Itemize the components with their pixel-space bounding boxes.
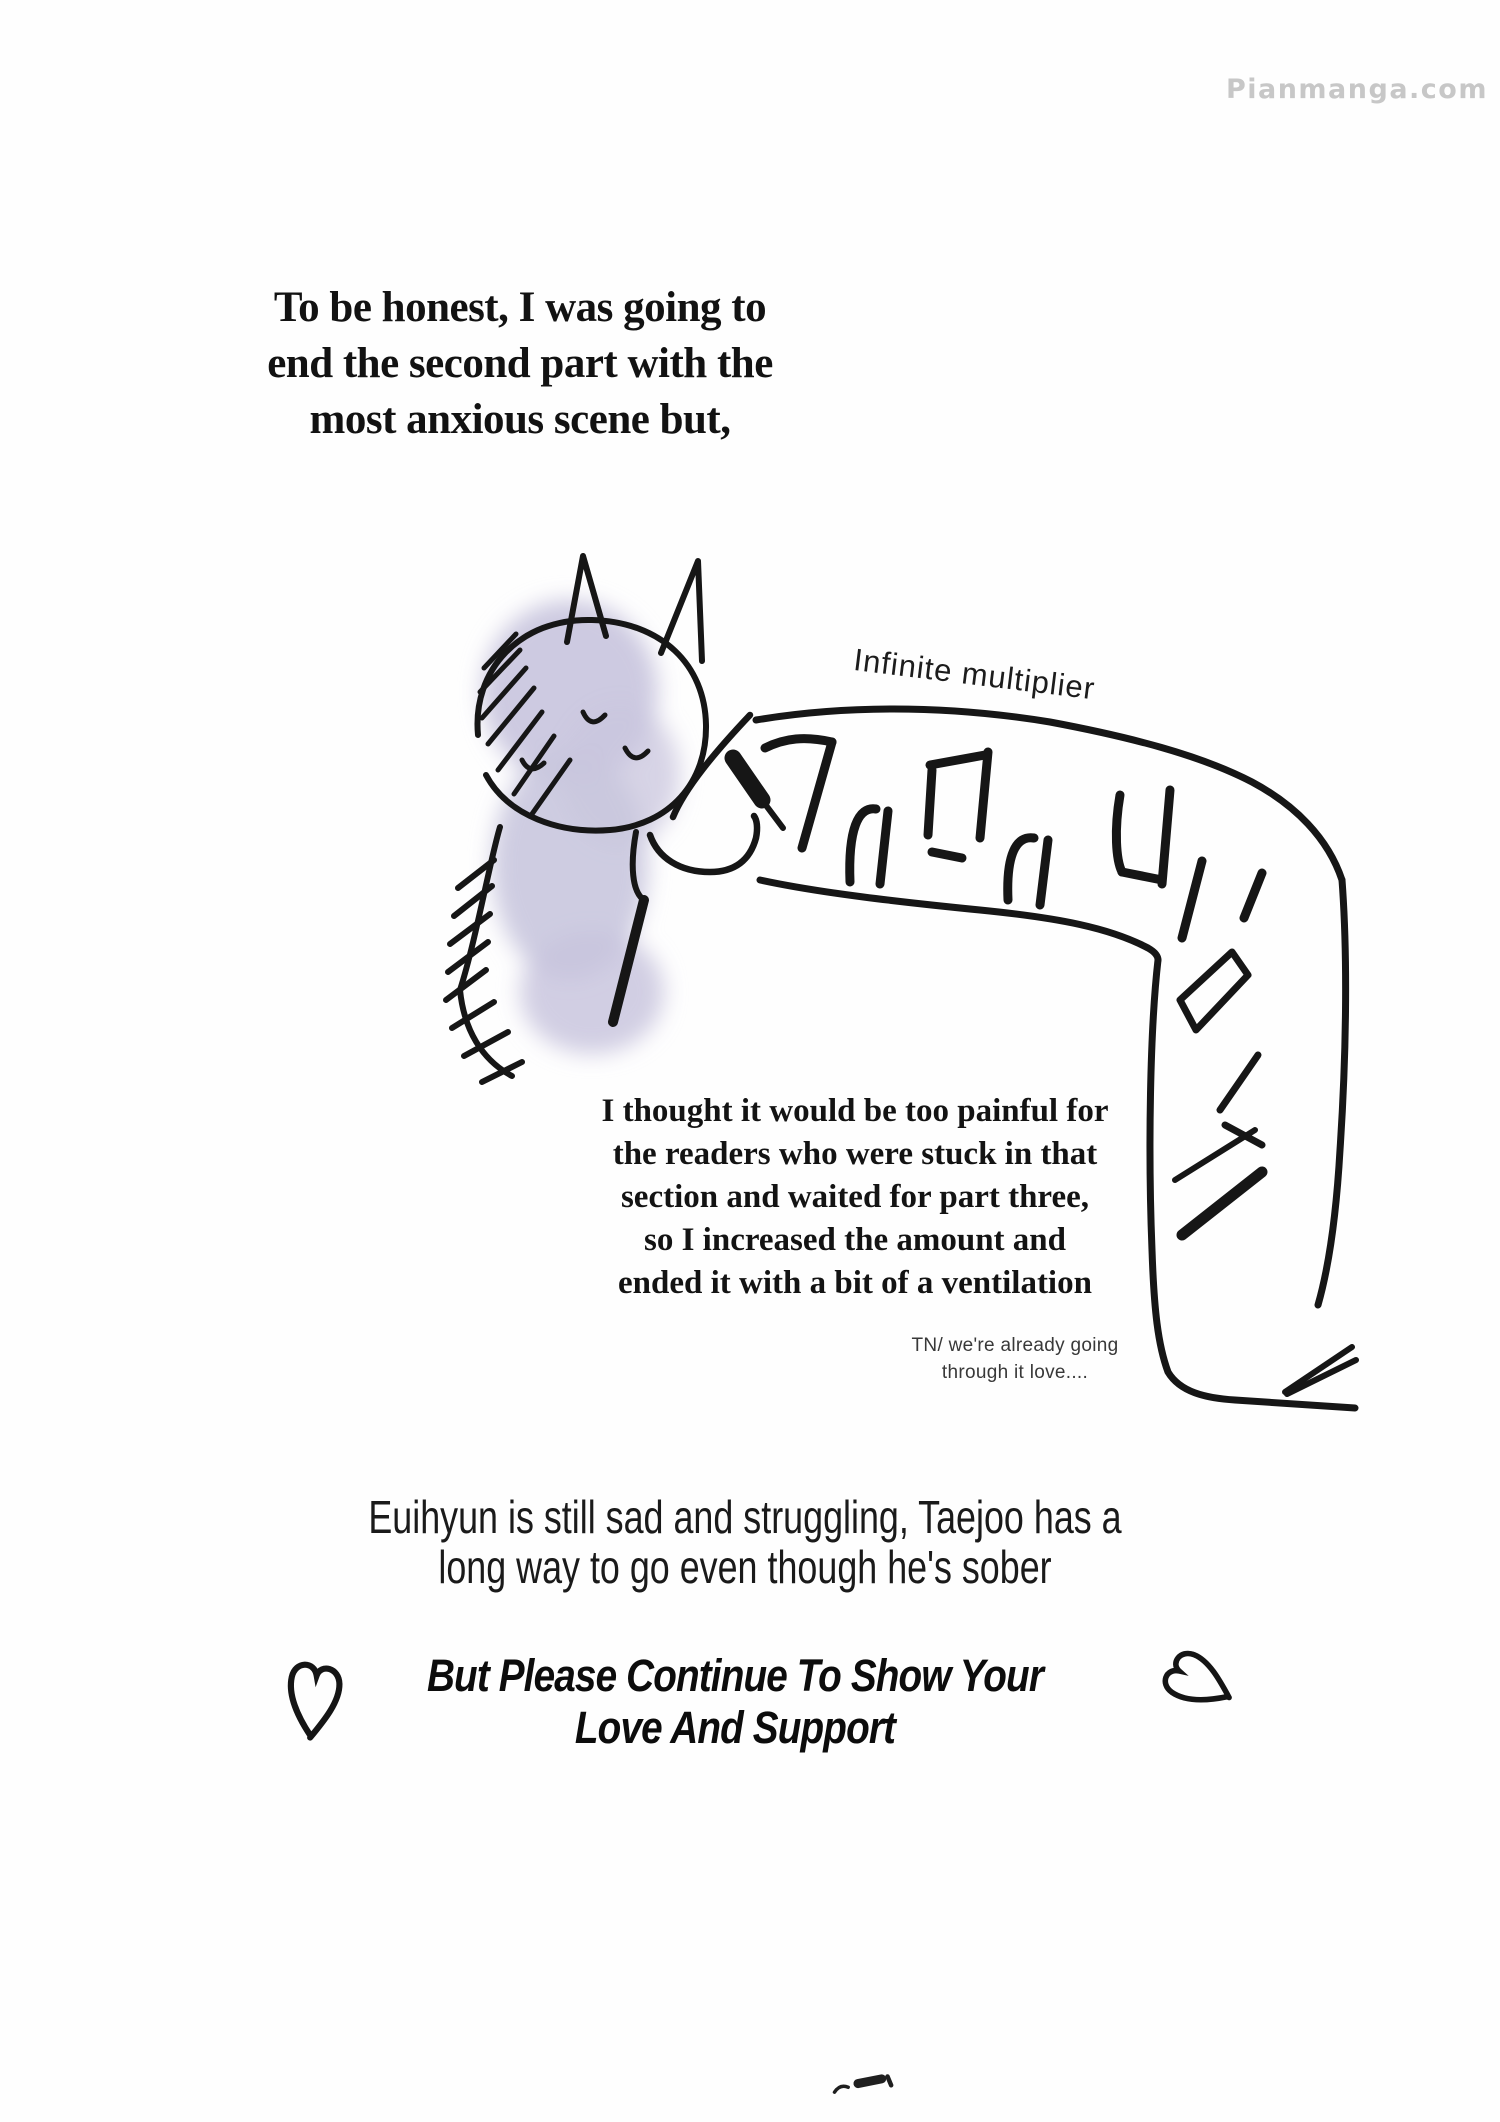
pen [733,758,762,800]
intro-line: end the second part with the [267,340,773,387]
banner-bottom-edge [760,880,1158,960]
wrist-curve [650,816,757,872]
support-line: Love And Support [574,1702,896,1753]
status-line: long way to go even though he's sober [438,1541,1052,1593]
paragraph-line: the readers who were stuck in that [612,1136,1098,1172]
translator-note-line: through it love.... [941,1362,1089,1383]
paragraph-line: I thought it would be too painful for [601,1093,1109,1129]
afterword-paragraph [550,1090,1160,1305]
status-line: Euihyun is still sad and struggling, Taejoo has a [368,1491,1122,1543]
banner-scribbles-horizontal [765,739,1262,938]
support-message [258,1650,1213,1754]
banner-caption: Infinite multiplier [851,642,1098,707]
intro-line: most anxious scene but, [309,396,731,443]
partial-page-number-mark [823,2063,909,2105]
pen-tip [762,800,783,828]
watermark: Pianmanga.com [1225,74,1488,105]
banner-scribbles-vertical [1175,952,1262,1235]
banner-right-edge [1318,880,1346,1305]
support-line: But Please Continue To Show Your [426,1650,1044,1701]
paragraph-line: section and waited for part three, [620,1179,1090,1215]
intro-line: To be honest, I was going to [273,284,767,331]
intro-text [170,280,870,448]
translator-note-line: TN/ we're already going [911,1335,1119,1356]
paragraph-line: so I increased the amount and [643,1222,1067,1258]
paragraph-line: ended it with a bit of a ventilation [618,1265,1092,1301]
translator-note [878,1332,1152,1386]
character-status-text [261,1492,1228,1592]
